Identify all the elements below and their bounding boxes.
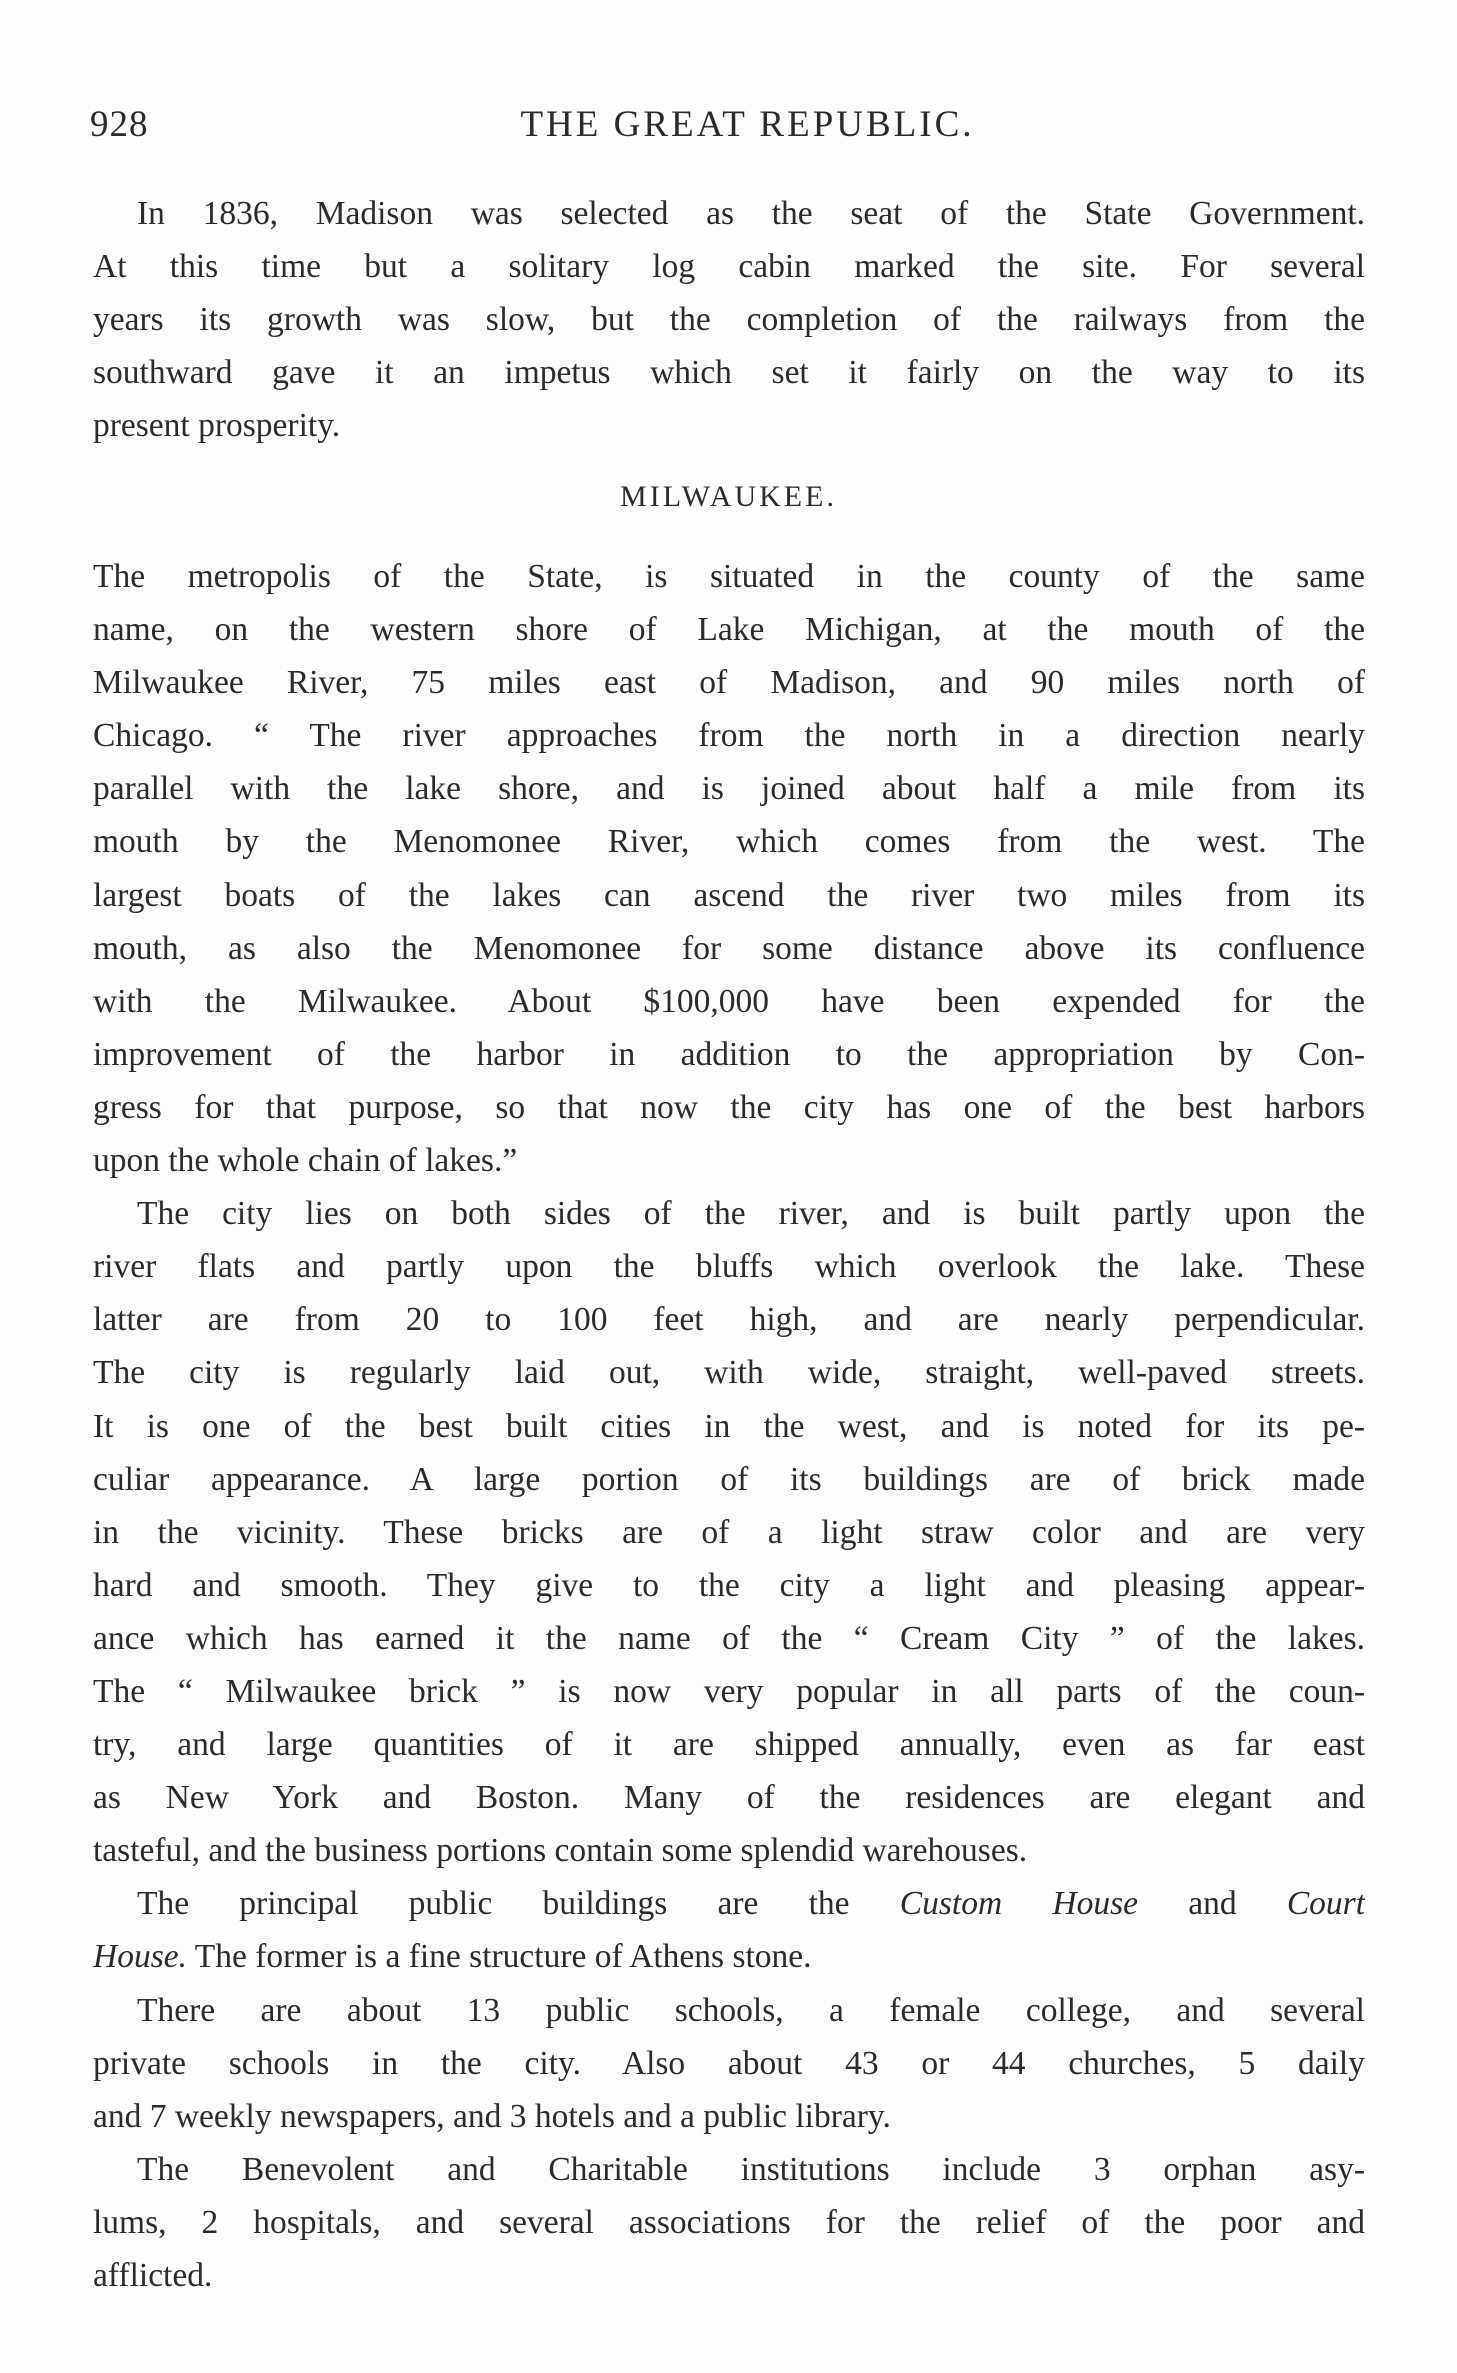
text-line: name, on the western shore of Lake Michigan, at the mouth of the	[93, 611, 1365, 649]
italic-run: Custom House	[899, 1885, 1138, 1923]
text-line: private schools in the city. Also about 43 or 44 churches, 5 daily	[93, 2044, 1365, 2082]
text-line: southward gave it an impetus which set it fairly on the way to its	[93, 354, 1365, 392]
text-line: improvement of the harbor in addition to the appropriation by Con-	[93, 1035, 1365, 1073]
text-line-mixed	[93, 1930, 1365, 1983]
intro-paragraph	[93, 187, 1365, 452]
text-line: upon the whole chain of lakes.”	[93, 1142, 518, 1180]
text-run: The former is a fine structure of Athens stone.	[194, 1938, 812, 1976]
italic-run: House.	[93, 1938, 187, 1976]
text-line: try, and large quantities of it are shipped annually, even as far east	[93, 1726, 1365, 1764]
text-line: gress for that purpose, so that now the city has one of the best harbors	[93, 1088, 1365, 1126]
section-heading: MILWAUKEE.	[620, 480, 837, 513]
text-line: culiar appearance. A large portion of its buildings are of brick made	[93, 1460, 1365, 1498]
text-line: and 7 weekly newspapers, and 3 hotels and a public library.	[93, 2097, 891, 2135]
text-line: with the Milwaukee. About $100,000 have been expended for the	[93, 982, 1365, 1020]
text-line: mouth by the Menomonee River, which comes from the west. The	[93, 823, 1365, 861]
text-line: mouth, as also the Menomonee for some distance above its confluence	[93, 929, 1365, 967]
text-line: It is one of the best built cities in the west, and is noted for its pe-	[93, 1407, 1365, 1445]
text-line: At this time but a solitary log cabin marked the site. For several	[93, 248, 1365, 286]
text-line: largest boats of the lakes can ascend the river two miles from its	[93, 876, 1365, 914]
running-title: THE GREAT REPUBLIC.	[520, 104, 975, 145]
milwaukee-body	[93, 550, 1365, 2302]
text-line: There are about 13 public schools, a female college, and several	[137, 1991, 1365, 2029]
page-header	[90, 103, 1365, 153]
italic-run: Court	[1286, 1885, 1365, 1923]
text-line: lums, 2 hospitals, and several associations for the relief of the poor and	[93, 2203, 1365, 2241]
text-line: present prosperity.	[93, 407, 341, 445]
text-line: The Benevolent and Charitable institutions include 3 orphan asy-	[137, 2150, 1365, 2188]
text-line-mixed	[93, 1877, 1365, 1930]
text-run: The principal public buildings are the	[137, 1885, 850, 1923]
text-line: as New York and Boston. Many of the residences are elegant and	[93, 1779, 1365, 1817]
text-line: river flats and partly upon the bluffs which overlook the lake. These	[93, 1248, 1365, 1286]
text-line: afflicted.	[93, 2257, 213, 2294]
text-line: Chicago. “ The river approaches from the north in a direction nearly	[93, 717, 1365, 755]
text-line: In 1836, Madison was selected as the seat of the State Government.	[137, 195, 1365, 232]
text-line: ance which has earned it the name of the “ Cream City ” of the lakes.	[93, 1619, 1365, 1657]
text-line: The “ Milwaukee brick ” is now very popular in all parts of the coun-	[93, 1672, 1365, 1710]
text-line: years its growth was slow, but the completion of the railways from the	[93, 301, 1365, 339]
text-line: The city is regularly laid out, with wide, straight, well-paved streets.	[93, 1354, 1365, 1392]
text-line: The city lies on both sides of the river, and is built partly upon the	[137, 1195, 1365, 1233]
page-number: 928	[90, 104, 149, 145]
text-line: hard and smooth. They give to the city a light and pleasing appear-	[93, 1566, 1365, 1604]
text-line: tasteful, and the business portions contain some splendid warehouses.	[93, 1832, 1028, 1870]
text-line: in the vicinity. These bricks are of a light straw color and are very	[93, 1513, 1365, 1551]
text-line: Milwaukee River, 75 miles east of Madison, and 90 miles north of	[93, 664, 1365, 702]
text-line: The metropolis of the State, is situated in the county of the same	[93, 558, 1365, 595]
text-line: parallel with the lake shore, and is joined about half a mile from its	[93, 770, 1365, 808]
text-line: latter are from 20 to 100 feet high, and are nearly perpendicular.	[93, 1301, 1365, 1339]
text-run: and	[1188, 1885, 1237, 1923]
